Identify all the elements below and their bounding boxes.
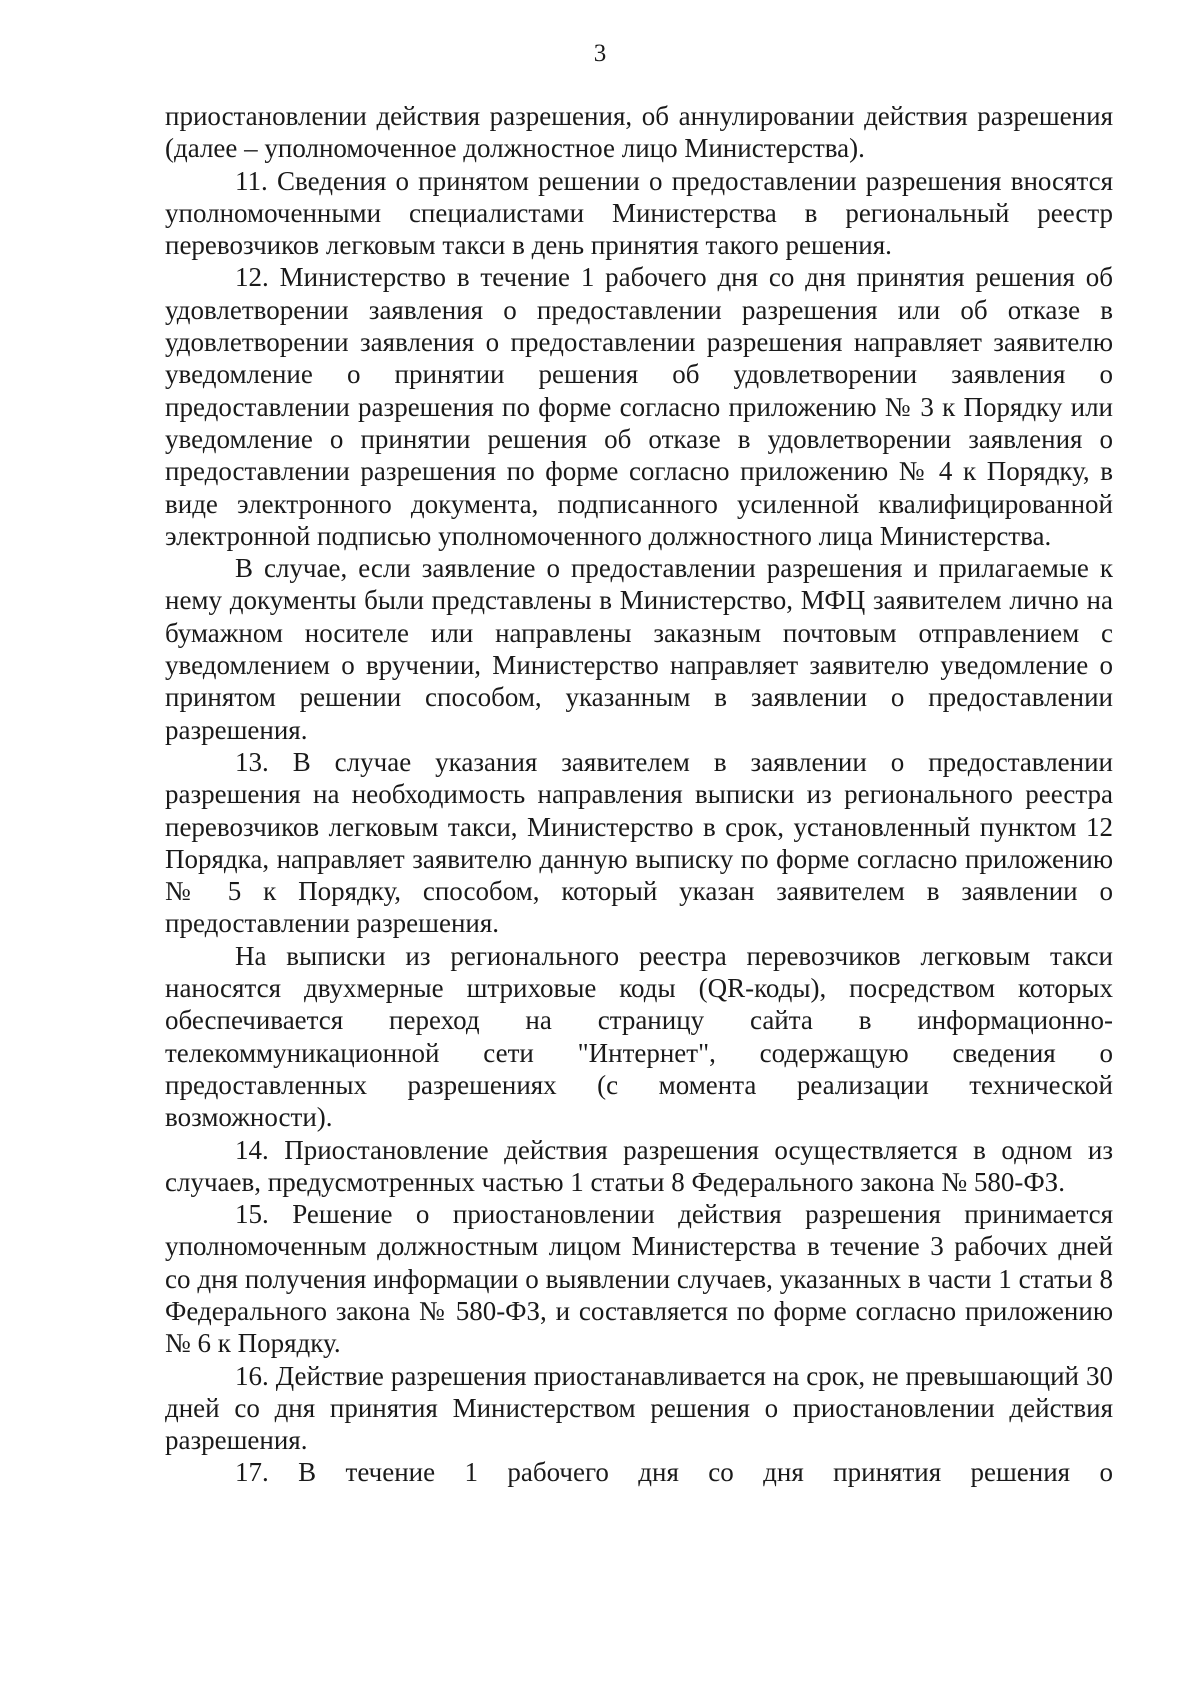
paragraph-continuation: приостановлении действия разрешения, об аннулировании действия разрешения (далее – уполномоченное должностное лицо Министерства).: [165, 101, 1113, 164]
page-number: 3: [593, 40, 607, 67]
paragraph-item-14: 14. Приостановление действия разрешения осуществляется в одном из случаев, предусмотренных частью 1 статьи 8 Федерального закона № 580-ФЗ.: [165, 1134, 1113, 1197]
paragraph-item-16: 16. Действие разрешения приостанавливается на срок, не превышающий 30 дней со дня принятия Министерством решения о приостановлении действия разрешения.: [165, 1360, 1113, 1456]
paragraph-item-17: 17. В течение 1 рабочего дня со дня принятия решения о: [235, 1457, 1113, 1488]
document-body: [165, 100, 1113, 1489]
paragraph-qr-codes: На выписки из регионального реестра перевозчиков легковым такси наносятся двухмерные штриховые коды (QR-коды), посредством которых обеспечивается переход на страницу сайта в информационно-телекоммуникационной сети "Интернет", содержащую сведения о предоставленных разрешениях (с момента реализации технической возможности).: [165, 940, 1113, 1133]
paragraph-item-11: 11. Сведения о принятом решении о предоставлении разрешения вносятся уполномоченными специалистами Министерства в региональный реестр перевозчиков легковым такси в день принятия такого решения.: [165, 165, 1113, 261]
paragraph-notification-method: В случае, если заявление о предоставлении разрешения и прилагаемые к нему документы были представлены в Министерство, МФЦ заявителем лично на бумажном носителе или направлены заказным почтовым отправлением с уведомлением о вручении, Министерство направляет заявителю уведомление о принятом решении способом, указанным в заявлении о предоставлении разрешения.: [165, 553, 1113, 745]
paragraph-item-12: 12. Министерство в течение 1 рабочего дня со дня принятия решения об удовлетворении заявления о предоставлении разрешения или об отказе в удовлетворении заявления о предоставлении разрешения направляет заявителю уведомление о принятии решения об удовлетворении заявления о предоставлении разрешения по форме согласно приложению № 3 к Порядку или уведомление о принятии решения об отказе в удовлетворении заявления о предоставлении разрешения по форме согласно приложению № 4 к Порядку, в виде электронного документа, подписанного усиленной квалифицированной электронной подписью уполномоченного должностного лица Министерства.: [165, 262, 1113, 551]
paragraph-item-13: 13. В случае указания заявителем в заявлении о предоставлении разрешения на необходимость направления выписки из регионального реестра перевозчиков легковым такси, Министерство в срок, установленный пунктом 12 Порядка, направляет заявителю данную выписку по форме согласно приложению № 5 к Порядку, способом, который указан заявителем в заявлении о предоставлении разрешения.: [165, 746, 1113, 939]
paragraph-item-15: 15. Решение о приостановлении действия разрешения принимается уполномоченным должностным лицом Министерства в течение 3 рабочих дней со дня получения информации о выявлении случаев, указанных в части 1 статьи 8 Федерального закона № 580-ФЗ, и составляется по форме согласно приложению № 6 к Порядку.: [165, 1199, 1113, 1359]
